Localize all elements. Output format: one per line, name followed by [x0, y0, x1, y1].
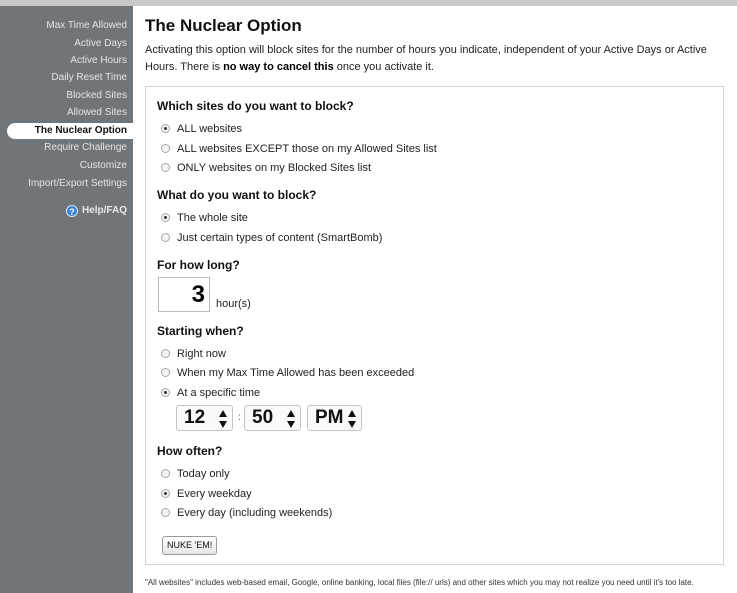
radio-all-except-allowed[interactable]: ALL websites EXCEPT those on my Allowed Sites list: [161, 141, 437, 157]
hour-select[interactable]: 12: [176, 405, 233, 431]
sidebar-item-daily-reset-time[interactable]: Daily Reset Time: [51, 72, 127, 83]
sidebar: [0, 6, 133, 593]
question-how-long: For how long?: [157, 258, 240, 272]
radio-button[interactable]: [161, 489, 170, 498]
select-arrows-icon: [287, 409, 296, 429]
intro-warning: no way to cancel this: [223, 61, 334, 73]
sidebar-item-max-time-allowed[interactable]: Max Time Allowed: [46, 20, 127, 31]
footnote: "All websites" includes web-based email, Google, online banking, local files (file:// urls) and other sites which you may not realize you need until it's too late.: [145, 578, 694, 587]
minute-select[interactable]: 50: [244, 405, 301, 431]
question-which-sites: Which sites do you want to block?: [157, 99, 354, 113]
select-arrows-icon: [348, 409, 357, 429]
radio-button[interactable]: [161, 469, 170, 478]
help-icon: ?: [66, 205, 78, 217]
hours-unit-label: hour(s): [216, 298, 251, 310]
sidebar-item-allowed-sites[interactable]: Allowed Sites: [66, 107, 127, 118]
radio-today-only[interactable]: Today only: [161, 466, 230, 482]
time-separator: :: [238, 412, 241, 423]
ampm-select[interactable]: PM: [307, 405, 362, 431]
question-what-block: What do you want to block?: [157, 188, 317, 202]
sidebar-item-active-hours[interactable]: Active Hours: [70, 55, 127, 66]
question-how-often: How often?: [157, 444, 223, 458]
intro-text: Activating this option will block sites for the number of hours you indicate, independent of your Active Days or Active Hours. There is no way to cancel this once you activate it.: [145, 44, 707, 73]
radio-button[interactable]: [161, 163, 170, 172]
sidebar-item-require-challenge[interactable]: Require Challenge: [44, 142, 127, 153]
radio-whole-site[interactable]: The whole site: [161, 210, 248, 226]
radio-button[interactable]: [161, 508, 170, 517]
radio-only-blocked-sites[interactable]: ONLY websites on my Blocked Sites list: [161, 160, 371, 176]
help-faq-label: Help/FAQ: [81, 205, 127, 216]
sidebar-item-blocked-sites[interactable]: Blocked Sites: [66, 90, 127, 101]
radio-every-weekday[interactable]: Every weekday: [161, 486, 252, 502]
radio-button[interactable]: [161, 144, 170, 153]
radio-button[interactable]: [161, 368, 170, 377]
radio-button[interactable]: [161, 124, 170, 133]
select-arrows-icon: [219, 409, 228, 429]
radio-all-websites[interactable]: ALL websites: [161, 121, 242, 137]
hours-value: 3: [191, 281, 205, 308]
sidebar-item-active-days[interactable]: Active Days: [74, 38, 127, 49]
radio-button[interactable]: [161, 233, 170, 242]
sidebar-item-import-export-settings[interactable]: Import/Export Settings: [28, 178, 127, 189]
page-title: The Nuclear Option: [145, 16, 302, 35]
sidebar-item-nuclear-option[interactable]: The Nuclear Option: [7, 123, 133, 139]
radio-button[interactable]: [161, 213, 170, 222]
question-starting-when: Starting when?: [157, 324, 244, 338]
radio-every-day[interactable]: Every day (including weekends): [161, 505, 332, 521]
sidebar-item-customize[interactable]: Customize: [79, 160, 127, 171]
radio-specific-time[interactable]: At a specific time: [161, 385, 260, 401]
radio-smartbomb[interactable]: Just certain types of content (SmartBomb): [161, 230, 382, 246]
radio-right-now[interactable]: Right now: [161, 346, 226, 362]
hours-input[interactable]: [158, 277, 210, 312]
help-faq-link[interactable]: [66, 204, 127, 218]
radio-button[interactable]: [161, 388, 170, 397]
radio-max-time-exceeded[interactable]: When my Max Time Allowed has been exceeded: [161, 365, 414, 381]
nuke-em-button[interactable]: NUKE 'EM!: [162, 536, 217, 555]
radio-button[interactable]: [161, 349, 170, 358]
